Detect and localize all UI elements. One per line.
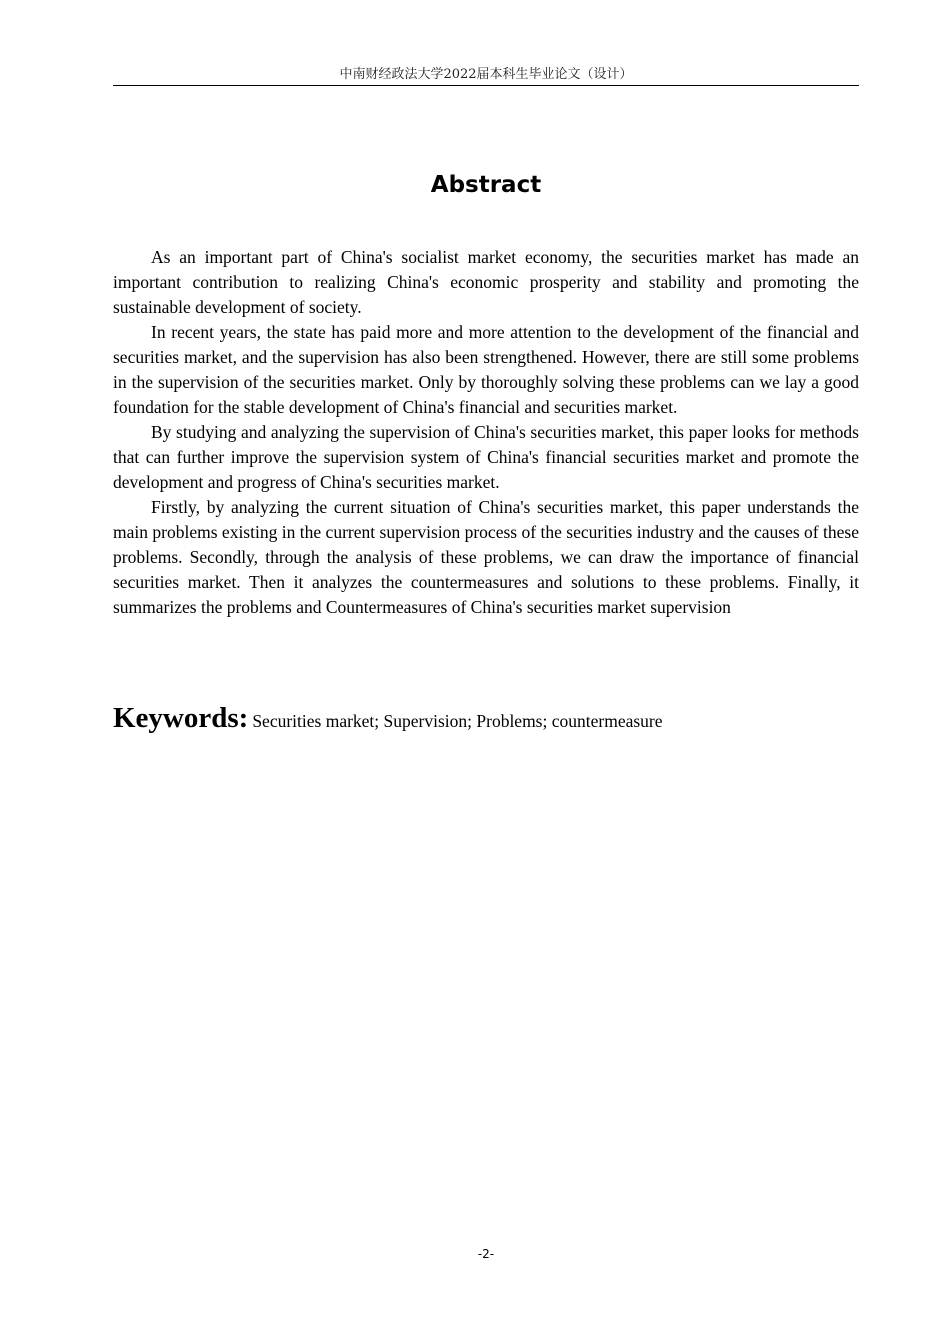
keywords-line	[113, 700, 859, 741]
page-number: -2-	[477, 1247, 495, 1261]
abstract-paragraph: By studying and analyzing the supervision of China's securities market, this paper looks for methods that can further improve the supervision system of China's financial securities market and promote the development and progress of China's securities market.	[113, 422, 859, 492]
running-header: 中南财经政法大学2022届本科生毕业论文（设计）	[339, 67, 633, 82]
abstract-title: Abstract	[430, 172, 542, 198]
keywords-label: Keywords:	[113, 702, 249, 734]
abstract-paragraph: Firstly, by analyzing the current situation of China's securities market, this paper understands the main problems existing in the current supervision process of the securities industry and the causes of these problems. Secondly, through the analysis of these problems, we can draw the importance of financial securities market. Then it analyzes the countermeasures and solutions to these problems. Finally, it summarizes the problems and Countermeasures of China's securities market supervision	[113, 497, 859, 617]
header-rule	[113, 85, 859, 86]
abstract-paragraph: As an important part of China's socialist market economy, the securities market has made an important contribution to realizing China's economic prosperity and stability and promoting the sustainable development of society.	[113, 247, 859, 317]
abstract-body	[113, 245, 859, 620]
abstract-paragraph: In recent years, the state has paid more and more attention to the development of the financial and securities market, and the supervision has also been strengthened. However, there are still some problems in the supervision of the securities market. Only by thoroughly solving these problems can we lay a good foundation for the stable development of China's financial and securities market.	[113, 322, 859, 417]
keywords-list: Securities market; Supervision; Problems; countermeasure	[252, 711, 663, 731]
